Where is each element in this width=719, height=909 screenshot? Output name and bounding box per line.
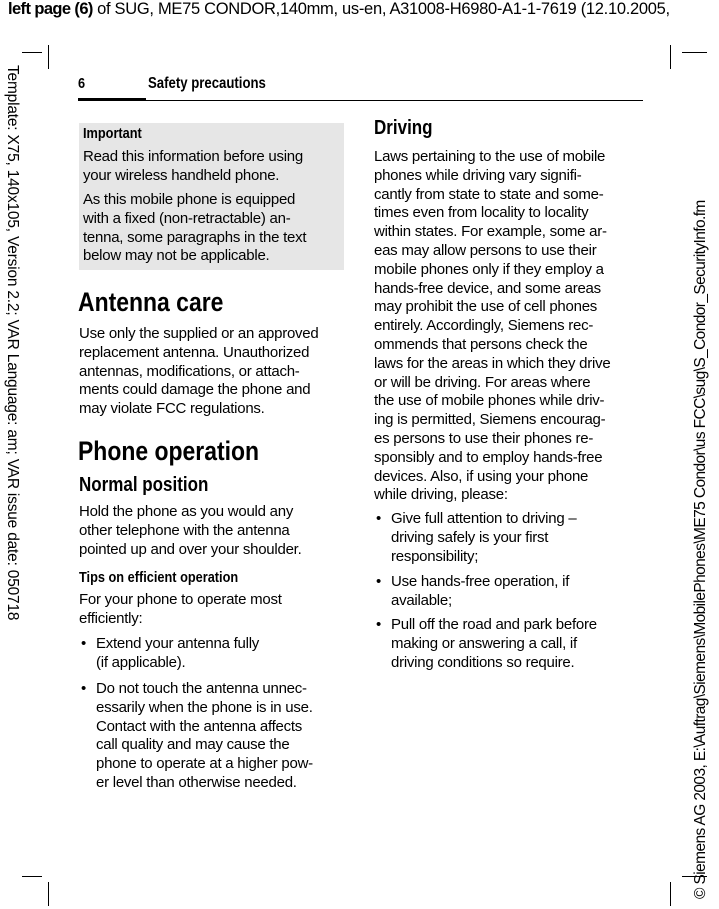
crop-mark xyxy=(22,52,42,53)
bullet-marker: • xyxy=(81,680,87,697)
important-title: Important xyxy=(83,125,142,142)
print-info-details: of SUG, ME75 CONDOR,140mm, us-en, A31008-H6980-A1-1-7619 (12.10.2005, xyxy=(92,0,670,18)
header-rule xyxy=(78,100,643,101)
important-text-2: As this mobile phone is equipped with a fixed (non-retractable) an- tenna, some paragraphs in the text below may not be applicable. xyxy=(83,191,307,265)
template-info: Template: X75, 140x105, Version 2.2; VAR Language: am; VAR issue date: 050718 xyxy=(4,65,21,621)
crop-mark xyxy=(22,876,42,877)
crop-mark xyxy=(670,45,671,69)
file-path-info: © Siemens AG 2003, E:\Auftrag\Siemens\MobilePhones\ME75 Condor\us FCC\sug\S_Condor_SecurityInfo.fm xyxy=(692,200,709,899)
tips-intro: For your phone to operate most efficiently: xyxy=(79,591,282,627)
crop-mark xyxy=(48,45,49,69)
phone-operation-heading: Phone operation xyxy=(78,436,260,466)
page-number: 6 xyxy=(78,75,86,92)
antenna-care-heading: Antenna care xyxy=(78,287,224,317)
driving-bullet-1: Give full attention to driving – driving safely is your first responsibility; xyxy=(391,510,577,565)
crop-mark xyxy=(670,882,671,906)
driving-bullet-2: Use hands-free operation, if available; xyxy=(391,573,570,609)
header-rule-accent xyxy=(78,98,146,101)
tips-bullet-1: Extend your antenna fully (if applicable). xyxy=(96,635,260,671)
crop-mark xyxy=(682,52,707,53)
bullet-marker: • xyxy=(376,616,382,633)
print-info-line xyxy=(8,0,670,19)
driving-heading: Driving xyxy=(374,117,433,139)
bullet-marker: • xyxy=(81,635,87,652)
antenna-care-text: Use only the supplied or an approved replacement antenna. Unauthorized antennas, modifications, or attach- ments could damage the phone and may violate FCC regulations. xyxy=(79,325,319,418)
driving-bullet-3: Pull off the road and park before making or answering a call, if driving conditions so require. xyxy=(391,616,597,671)
bullet-marker: • xyxy=(376,510,382,527)
page-section-title: Safety precautions xyxy=(148,75,266,92)
crop-mark xyxy=(48,882,49,906)
normal-position-heading: Normal position xyxy=(79,474,209,496)
tips-bullet-2: Do not touch the antenna unnec- essarily when the phone is in use. Contact with the antenna affects call quality and may cause the phone to operate at a higher pow- er level than otherwise needed. xyxy=(96,680,313,791)
normal-position-text: Hold the phone as you would any other telephone with the antenna pointed up and over your shoulder. xyxy=(79,503,302,558)
bullet-marker: • xyxy=(376,573,382,590)
important-text-1: Read this information before using your wireless handheld phone. xyxy=(83,148,303,184)
tips-heading: Tips on efficient operation xyxy=(79,569,239,586)
print-info-page: left page (6) xyxy=(8,0,93,18)
driving-text: Laws pertaining to the use of mobile phones while driving vary signifi- cantly from state to state and some- times even from locality to locality within states. For example, some ar- eas may allow persons to use their mobile phones only if they employ a hands-free device, and some areas may prohibit the use of cell phones entirely. Accordingly, Siemens rec- ommends that persons check the laws for the areas in which they drive or will be driving. For areas where the use of mobile phones while driv- ing is permitted, Siemens encourag- es persons to use their phones re- sponsibly and to employ hands-free devices. Also, if using your phone while driving, please: xyxy=(374,148,611,504)
